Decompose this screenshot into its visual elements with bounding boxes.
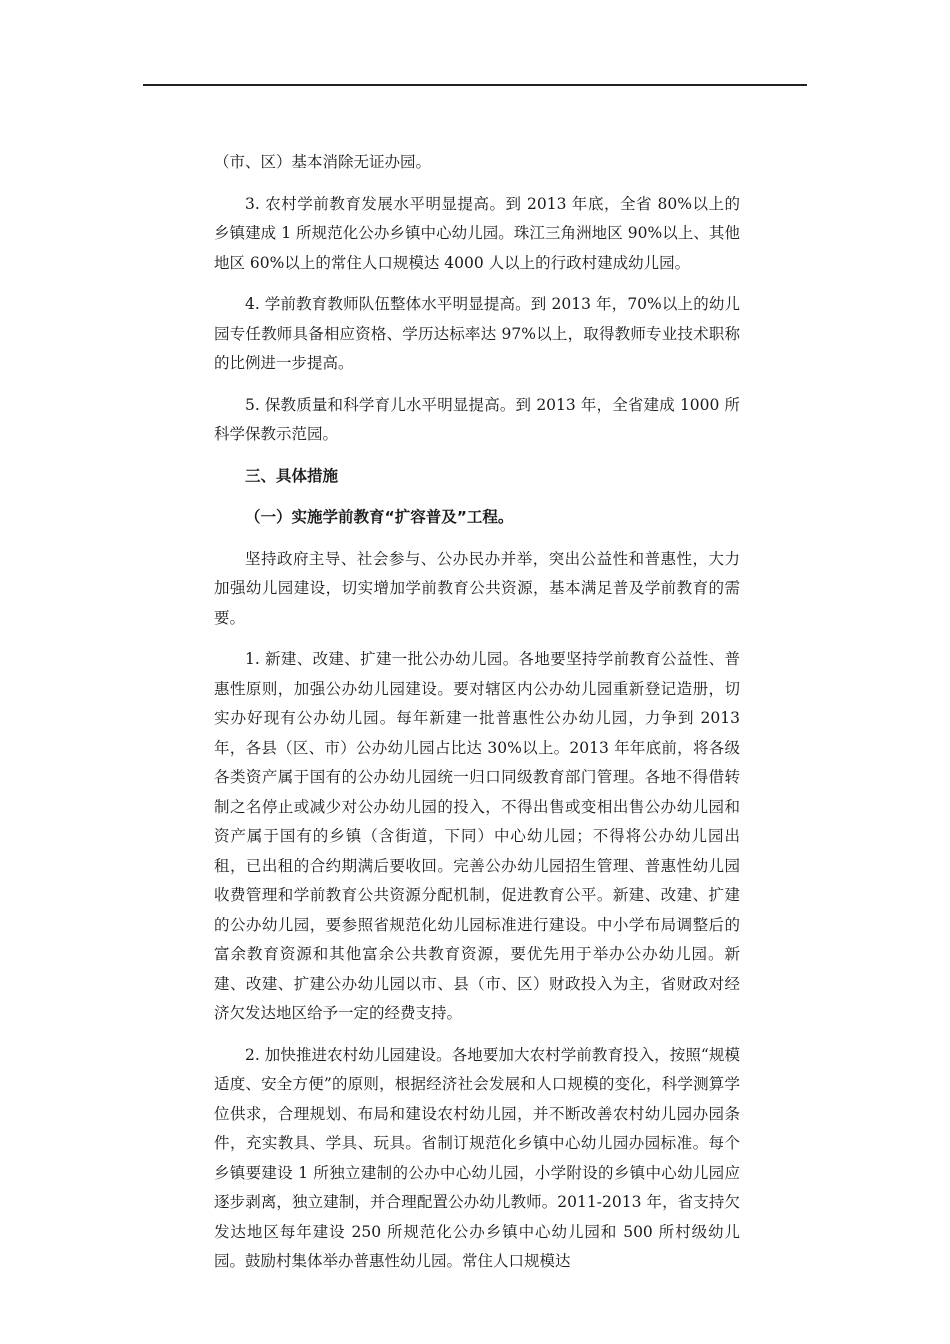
- document-body: [214, 148, 740, 1277]
- goal-paragraph-3: 3. 农村学前教育发展水平明显提高。到 2013 年底，全省 80%以上的乡镇建成 1 所规范化公办乡镇中心幼儿园。珠江三角洲地区 90%以上、其他地区 60%以上的常住人口规模达 4000 人以上的行政村建成幼儿园。: [214, 194, 740, 272]
- continuation-paragraph: （市、区）基本消除无证办园。: [214, 153, 432, 171]
- goal-paragraph-5: 5. 保教质量和科学育儿水平明显提高。到 2013 年，全省建成 1000 所科学保教示范园。: [214, 395, 740, 443]
- goal-paragraph-4: 4. 学前教育教师队伍整体水平明显提高。到 2013 年，70%以上的幼儿园专任教师具备相应资格、学历达标率达 97%以上，取得教师专业技术职称的比例进一步提高。: [214, 295, 740, 372]
- section-heading: 三、具体措施: [245, 466, 339, 485]
- measure-paragraph-1: 1. 新建、改建、扩建一批公办幼儿园。各地要坚持学前教育公益性、普惠性原则，加强公办幼儿园建设。要对辖区内公办幼儿园重新登记造册，切实办好现有公办幼儿园。每年新建一批普惠性公办幼儿园，力争到 2013 年，各县（区、市）公办幼儿园占比达 30%以上。2013 年年底前，将各级各类资产属于国有的公办幼儿园统一归口同级教育部门管理。各地不得借转制之名停止或减少对公办幼儿园的投入，不得出售或变相出售公办幼儿园和资产属于国有的乡镇（含街道，下同）中心幼儿园；不得将公办幼儿园出租，已出租的合约期满后要收回。完善公办幼儿园招生管理、普惠性幼儿园收费管理和学前教育公共资源分配机制，促进教育公平。新建、改建、扩建的公办幼儿园，要参照省规范化幼儿园标准进行建设。中小学布局调整后的富余教育资源和其他富余公共教育资源，要优先用于举办公办幼儿园。新建、改建、扩建公办幼儿园以市、县（市、区）财政投入为主，省财政对经济欠发达地区给予一定的经费支持。: [214, 650, 740, 1022]
- intro-paragraph: 坚持政府主导、社会参与、公办民办并举，突出公益性和普惠性，大力加强幼儿园建设，切实增加学前教育公共资源，基本满足普及学前教育的需要。: [214, 549, 740, 627]
- subsection-heading: （一）实施学前教育“扩容普及”工程。: [245, 508, 514, 526]
- measure-paragraph-2: 2. 加快推进农村幼儿园建设。各地要加大农村学前教育投入，按照“规模适度、安全方便”的原则，根据经济社会发展和人口规模的变化，科学测算学位供求，合理规划、布局和建设农村幼儿园，并不断改善农村幼儿园办园条件，充实教具、学具、玩具。省制订规范化乡镇中心幼儿园办园标准。每个乡镇要建设 1 所独立建制的公办中心幼儿园，小学附设的乡镇中心幼儿园应逐步剥离，独立建制，并合理配置公办幼儿教师。2011-2013 年，省支持欠发达地区每年建设 250 所规范化公办乡镇中心幼儿园和 500 所村级幼儿园。鼓励村集体举办普惠性幼儿园。常住人口规模达: [214, 1045, 740, 1270]
- header-rule: [143, 84, 807, 86]
